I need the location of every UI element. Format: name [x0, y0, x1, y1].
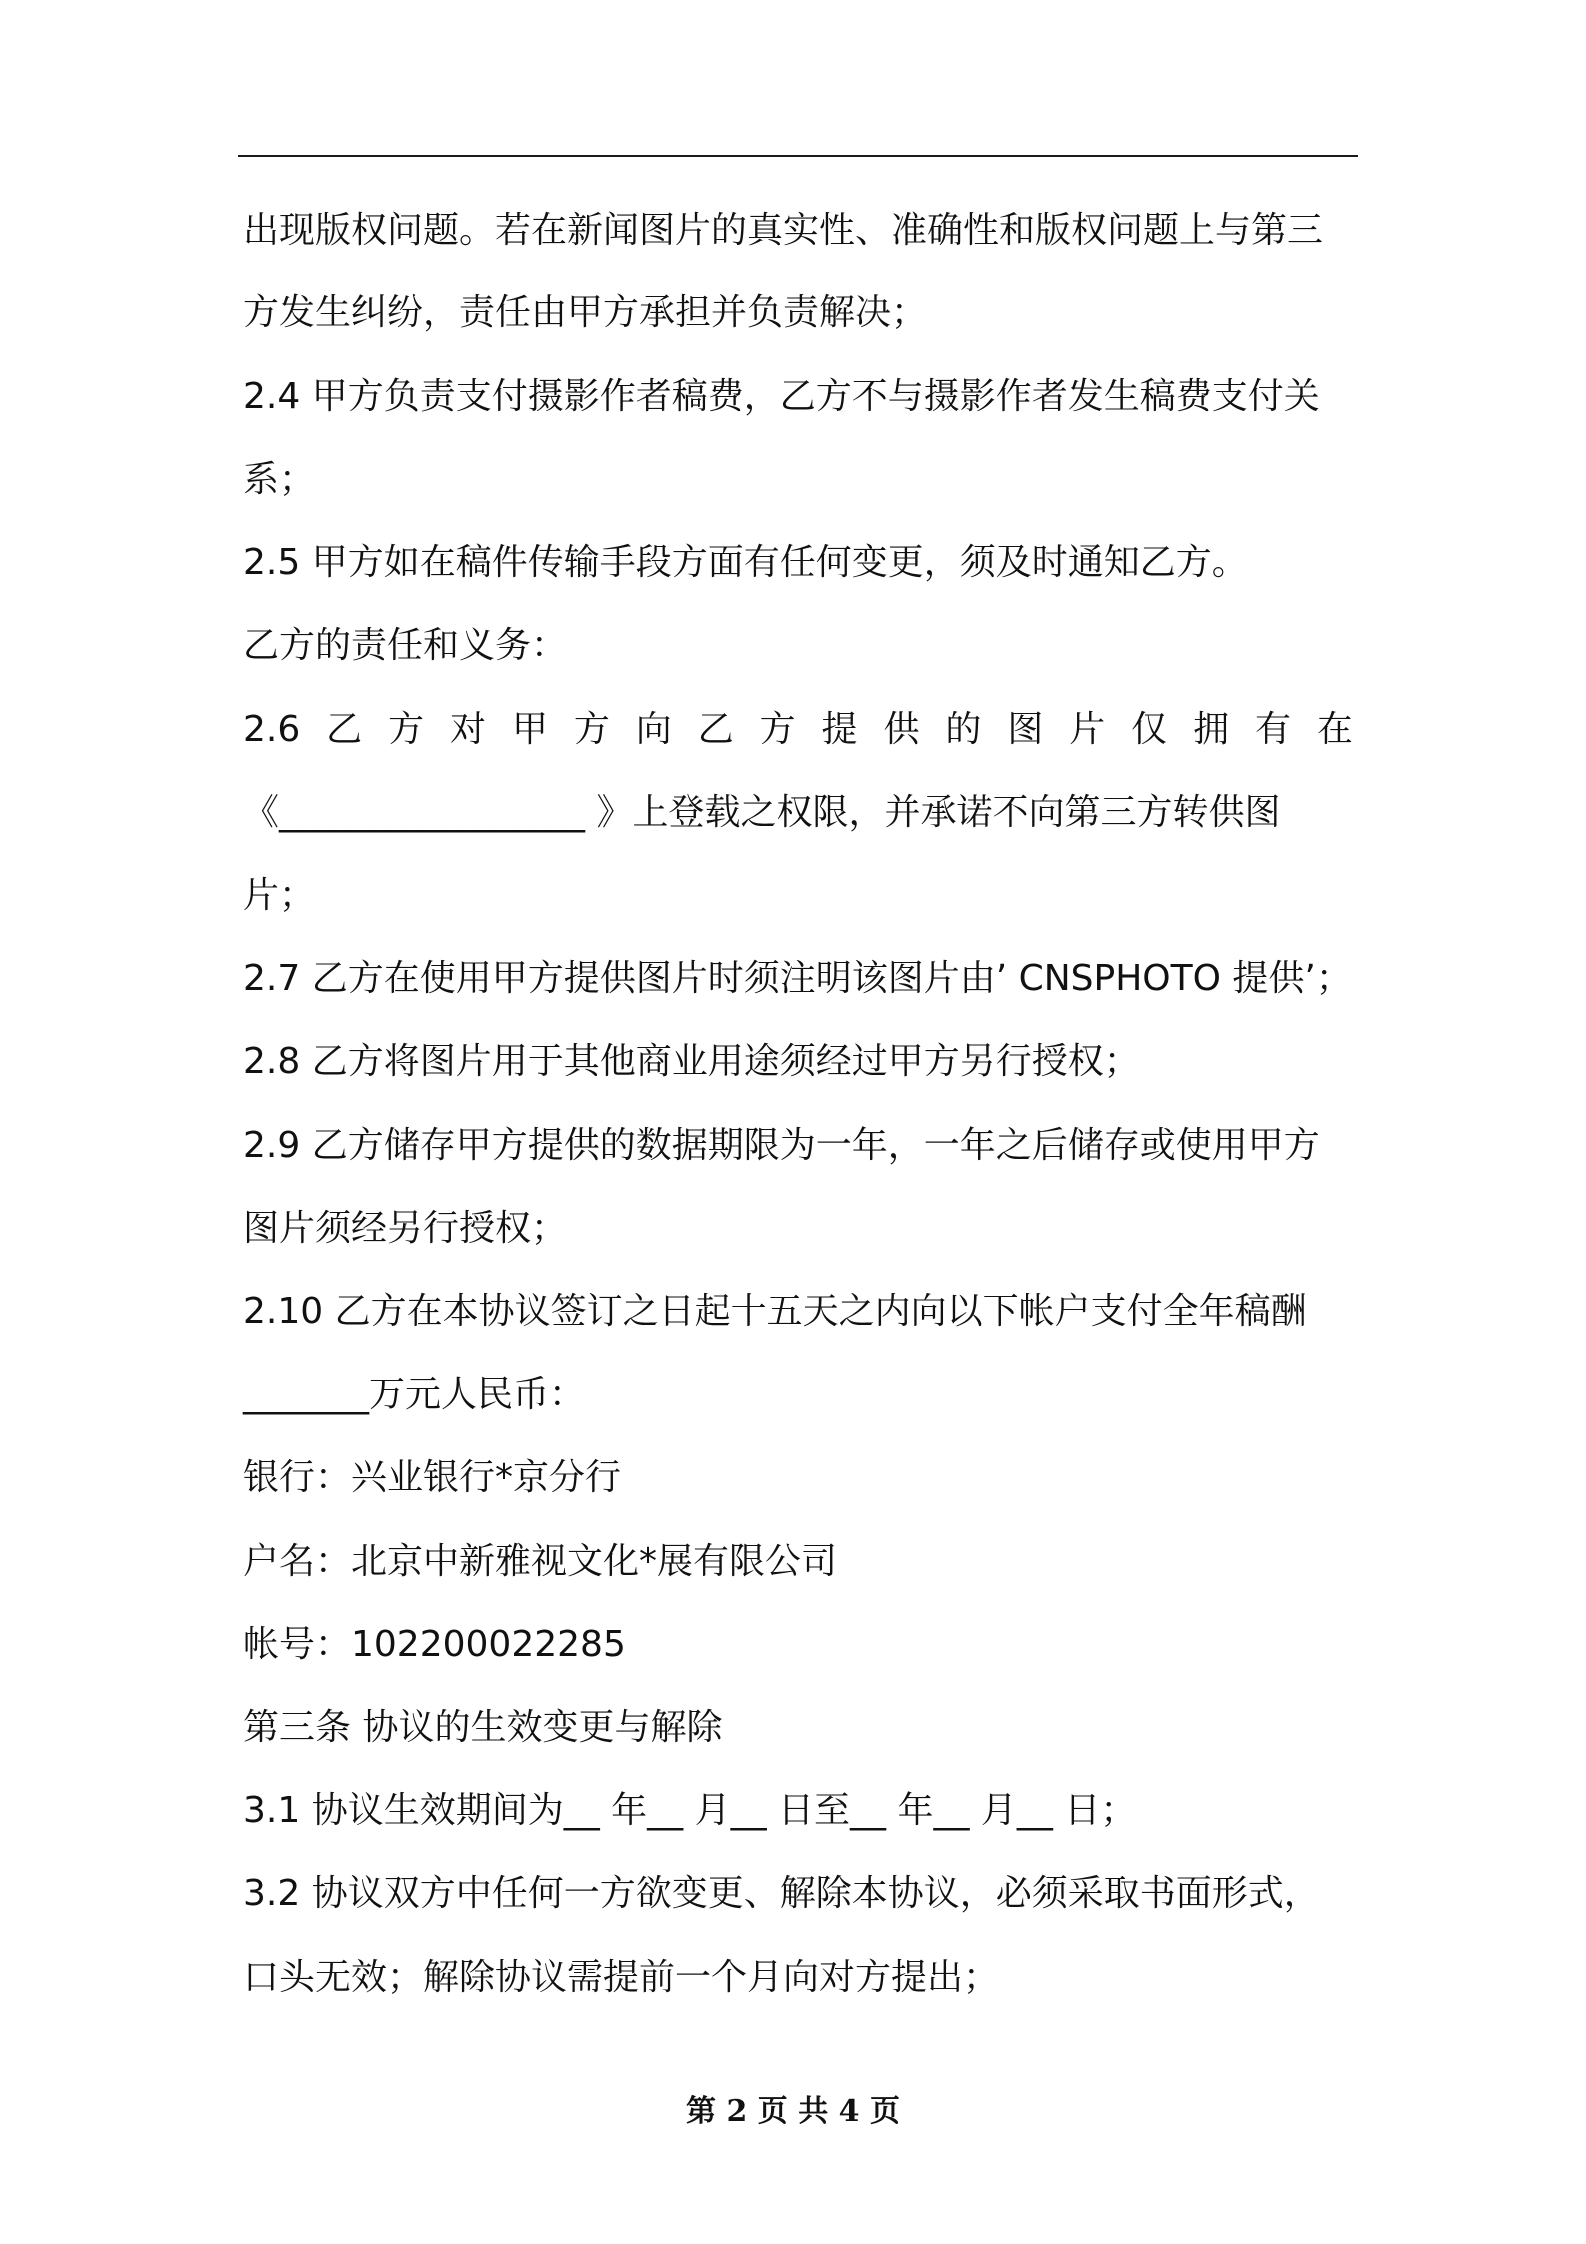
body-line: 2.9 乙方储存甲方提供的数据期限为一年，一年之后储存或使用甲方 — [243, 1125, 1320, 1166]
body-line: 3.2 协议双方中任何一方欲变更、解除本协议，必须采取书面形式， — [243, 1873, 1320, 1914]
body-line: 系； — [243, 459, 316, 500]
header-rule — [238, 155, 1358, 157]
justified-word: 片 — [1069, 709, 1106, 750]
body-line: 2.7 乙方在使用甲方提供图片时须注明该图片由’ CNSPHOTO 提供’； — [243, 958, 1352, 999]
justified-word: 乙 — [326, 709, 363, 750]
account-name-line: 户名：北京中新雅视文化*展有限公司 — [243, 1541, 838, 1582]
justified-word: 方 — [388, 709, 425, 750]
section-heading: 乙方的责任和义务： — [243, 625, 568, 666]
account-number-line: 帐号：102200022285 — [243, 1624, 626, 1665]
body-line: 2.8 乙方将图片用于其他商业用途须经过甲方另行授权； — [243, 1041, 1140, 1082]
justified-word: 方 — [573, 709, 610, 750]
body-line: 图片须经另行授权； — [243, 1208, 568, 1249]
justified-word: 有 — [1255, 709, 1292, 750]
body-line: 2.10 乙方在本协议签订之日起十五天之内向以下帐户支付全年稿酬 — [243, 1291, 1307, 1332]
justified-word: 对 — [450, 709, 487, 750]
justified-word: 乙 — [697, 709, 734, 750]
article-heading: 第三条 协议的生效变更与解除 — [243, 1707, 723, 1748]
bank-name-line: 银行：兴业银行*京分行 — [243, 1457, 622, 1498]
justified-word: 方 — [759, 709, 796, 750]
body-line: 2.5 甲方如在稿件传输手段方面有任何变更，须及时通知乙方。 — [243, 542, 1248, 583]
justified-word: 图 — [1007, 709, 1044, 750]
justified-word: 向 — [635, 709, 672, 750]
justified-word: 仅 — [1131, 709, 1168, 750]
justified-word: 甲 — [511, 709, 548, 750]
justified-word: 在 — [1316, 709, 1353, 750]
body-line: 《_________________ 》上登载之权限，并承诺不向第三方转供图 — [243, 792, 1281, 833]
body-line: _______万元人民币： — [243, 1374, 586, 1415]
body-line: 口头无效；解除协议需提前一个月向对方提出； — [243, 1957, 1000, 1998]
justified-line — [243, 704, 1353, 756]
justified-word: 提 — [821, 709, 858, 750]
page-number-footer: 第 2 页 共 4 页 — [686, 2094, 900, 2129]
body-line: 方发生纠纷，责任由甲方承担并负责解决； — [243, 292, 928, 333]
justified-word: 的 — [945, 709, 982, 750]
body-line: 出现版权问题。若在新闻图片的真实性、准确性和版权问题上与第三 — [243, 210, 1324, 251]
body-line: 片； — [243, 875, 316, 916]
justified-word: 2.6 — [243, 709, 301, 750]
justified-word: 供 — [883, 709, 920, 750]
body-line: 3.1 协议生效期间为__ 年__ 月__ 日至__ 年__ 月__ 日； — [243, 1790, 1137, 1831]
body-line: 2.4 甲方负责支付摄影作者稿费，乙方不与摄影作者发生稿费支付关 — [243, 376, 1320, 417]
justified-word: 拥 — [1193, 709, 1230, 750]
